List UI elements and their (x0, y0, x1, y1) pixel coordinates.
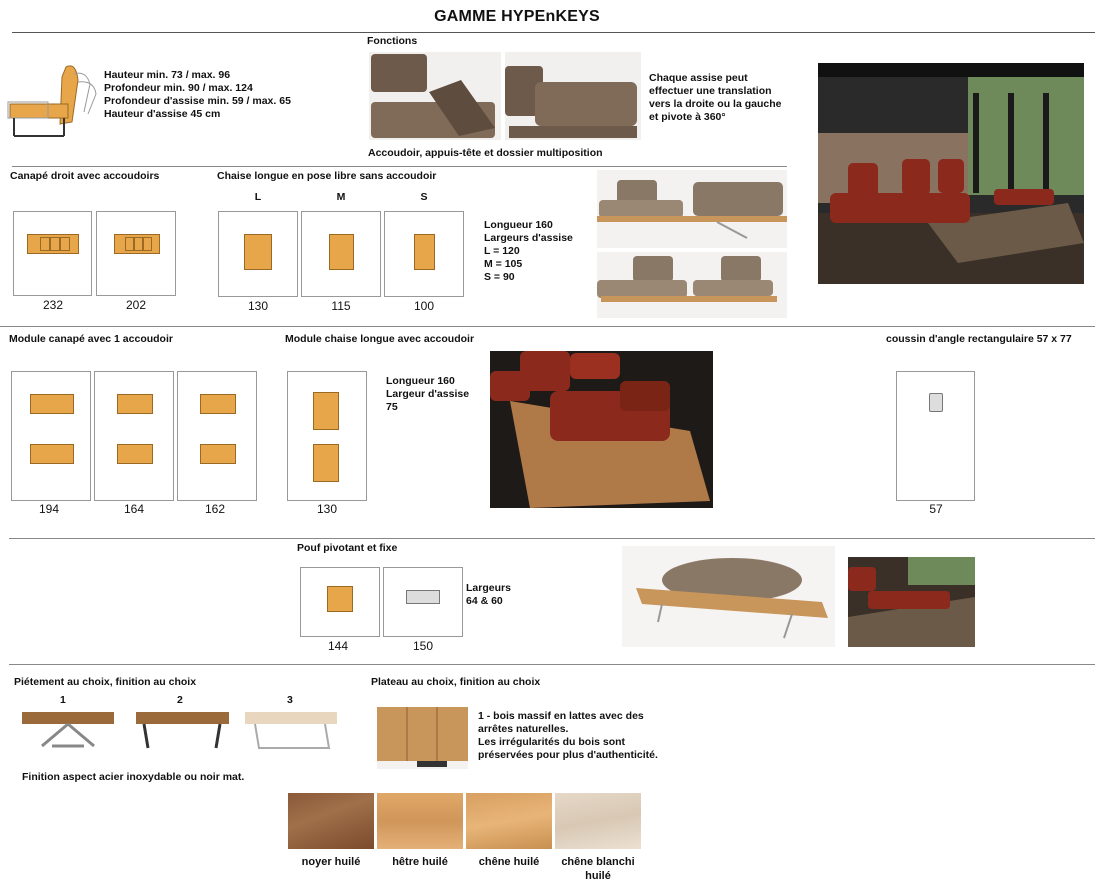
module-chaise-label: Module chaise longue avec accoudoir (285, 333, 475, 345)
width-label: 144 (327, 639, 349, 653)
function-photo-2 (505, 52, 641, 140)
chaise-m-box (301, 211, 381, 297)
pouf-text: Largeurs 64 & 60 (466, 582, 511, 607)
module-plan-icon (117, 444, 153, 464)
swatch-chene-blanchi (555, 793, 641, 849)
size-label: M (336, 191, 346, 203)
canape-232-box (13, 211, 92, 296)
chaise-s-box (384, 211, 464, 297)
pouf-plan-icon (406, 590, 440, 604)
swatch-label: noyer huilé (301, 856, 361, 868)
pouf-room-photo (848, 557, 975, 647)
swatch-label: chêne blanchi huilé (561, 856, 635, 882)
pietement-number: 2 (177, 694, 183, 706)
pietement-number: 3 (287, 694, 293, 706)
width-label: 164 (123, 502, 145, 516)
side-profile-diagram (6, 62, 100, 140)
coussin-box (896, 371, 975, 501)
page-title: GAMME HYPEnKEYS (434, 8, 600, 25)
chaise-l-box (218, 211, 298, 297)
canape-droit-label: Canapé droit avec accoudoirs (10, 170, 160, 182)
module-plan-icon (200, 394, 236, 414)
chaise-longue-label: Chaise longue en pose libre sans accoudoir (217, 170, 437, 182)
chaise-plan-icon (244, 234, 272, 270)
chaise-photo-2 (597, 252, 787, 318)
width-label: 162 (204, 502, 226, 516)
module-chaise-box (287, 371, 367, 501)
module-plan-icon (30, 444, 74, 464)
pouf-fixe-box (383, 567, 463, 637)
cushion-plan-icon (929, 393, 943, 412)
module-plan-icon (30, 394, 74, 414)
pietement-1-photo (22, 708, 114, 752)
chaise-dimensions-text: Longueur 160 Largeurs d'assise L = 120 M = 105 S = 90 (484, 219, 573, 283)
pietement-finish: Finition aspect acier inoxydable ou noir mat. (22, 771, 245, 783)
module-162-box (177, 371, 257, 501)
chaise-photo-1 (597, 170, 787, 248)
swatch-label: hêtre huilé (392, 856, 448, 868)
sofa-plan-icon (27, 234, 79, 254)
chaise-plan-icon (313, 444, 339, 482)
plateau-photo (377, 707, 468, 769)
width-label: 100 (413, 299, 435, 313)
fonctions-caption: Accoudoir, appuis-tête et dossier multiposition (368, 147, 603, 159)
width-label: 115 (331, 299, 351, 313)
coussin-label: coussin d'angle rectangulaire 57 x 77 (886, 333, 1072, 345)
module-194-box (11, 371, 91, 501)
module-plan-icon (117, 394, 153, 414)
plateau-text: 1 - bois massif en lattes avec des arrêtes naturelles. Les irrégularités du bois sont préservées pour plus d'authenticité. (478, 710, 658, 761)
divider (12, 32, 1095, 33)
chaise-plan-icon (414, 234, 435, 270)
chaise-plan-icon (313, 392, 339, 430)
divider (9, 664, 1095, 665)
translation-text: Chaque assise peut effectuer une translation vers la droite ou la gauche et pivote à 360° (649, 72, 782, 123)
living-room-photo (818, 63, 1084, 284)
pouf-label: Pouf pivotant et fixe (297, 542, 398, 554)
pietement-3-photo (245, 708, 337, 752)
swatch-label: chêne huilé (478, 856, 540, 868)
pietement-number: 1 (60, 694, 66, 706)
plateau-label: Plateau au choix, finition au choix (371, 676, 541, 688)
pouf-photo (622, 546, 835, 647)
size-label: L (254, 191, 262, 203)
divider (9, 538, 1095, 539)
divider (12, 166, 787, 167)
width-label: 57 (929, 502, 943, 516)
function-photo-1 (369, 52, 501, 140)
chaise-plan-icon (329, 234, 354, 270)
width-label: 130 (247, 299, 269, 313)
canape-202-box (96, 211, 176, 296)
fonctions-label: Fonctions (367, 35, 418, 47)
size-label: S (420, 191, 428, 203)
swatch-chene (466, 793, 552, 849)
pouf-plan-icon (327, 586, 353, 612)
red-sofa-photo (490, 351, 713, 508)
width-label: 130 (316, 502, 338, 516)
dimensions-text: Hauteur min. 73 / max. 96 Profondeur min. 90 / max. 124 Profondeur d'assise min. 59 / max. 65 Hauteur d'assise 45 cm (104, 69, 291, 120)
pouf-pivotant-box (300, 567, 380, 637)
pietement-label: Piétement au choix, finition au choix (14, 676, 197, 688)
module-164-box (94, 371, 174, 501)
width-label: 232 (42, 298, 64, 312)
swatch-noyer (288, 793, 374, 849)
divider (0, 326, 1095, 327)
width-label: 202 (125, 298, 147, 312)
module-canape-label: Module canapé avec 1 accoudoir (9, 333, 173, 345)
width-label: 150 (412, 639, 434, 653)
pietement-2-photo (136, 708, 229, 752)
sofa-plan-icon (114, 234, 160, 254)
module-chaise-text: Longueur 160 Largeur d'assise 75 (386, 375, 470, 413)
module-plan-icon (200, 444, 236, 464)
swatch-hetre (377, 793, 463, 849)
width-label: 194 (38, 502, 60, 516)
